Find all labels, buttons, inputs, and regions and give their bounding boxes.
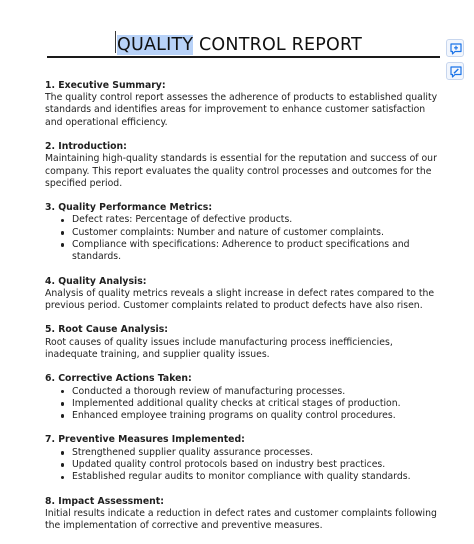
title-text[interactable]: CONTROL REPORT bbox=[193, 35, 362, 55]
list-item: Customer complaints: Number and nature of customer complaints. bbox=[45, 227, 440, 239]
list-item: Updated quality control protocols based on industry best practices. bbox=[45, 459, 440, 471]
section-paragraph: Root causes of quality issues include manufacturing process inefficiencies, inadequate training, and supplier quality issues. bbox=[45, 336, 393, 360]
section-corrective-actions bbox=[45, 373, 440, 422]
section-introduction bbox=[45, 141, 440, 190]
section-heading: 8. Impact Assessment: bbox=[45, 495, 164, 507]
section-paragraph: Maintaining high-quality standards is essential for the reputation and success of our company. This report evaluates the quality control processes and outcomes for the specified period. bbox=[45, 153, 437, 189]
section-heading: 3. Quality Performance Metrics: bbox=[45, 202, 213, 214]
section-impact-assessment bbox=[45, 496, 440, 533]
suggest-edit-icon bbox=[449, 65, 463, 79]
list-item: Strengthened supplier quality assurance processes. bbox=[45, 447, 440, 459]
section-preventive-measures bbox=[45, 434, 440, 483]
title-selected-text[interactable]: QUALITY bbox=[117, 35, 194, 55]
section-heading: 5. Root Cause Analysis: bbox=[45, 324, 168, 336]
list-item: Conducted a thorough review of manufacturing processes. bbox=[45, 386, 440, 398]
section-heading: 2. Introduction: bbox=[45, 141, 127, 153]
section-heading: 7. Preventive Measures Implemented: bbox=[45, 434, 245, 446]
section-heading: 1. Executive Summary: bbox=[45, 80, 166, 91]
add-comment-button[interactable] bbox=[446, 39, 464, 57]
list-item: Defect rates: Percentage of defective products. bbox=[45, 214, 440, 226]
section-heading: 4. Quality Analysis: bbox=[45, 275, 147, 287]
section-root-cause bbox=[45, 324, 440, 361]
title-underline-divider bbox=[47, 56, 440, 58]
section-quality-metrics bbox=[45, 202, 440, 263]
add-comment-icon bbox=[449, 42, 463, 56]
side-action-toolbar bbox=[446, 39, 466, 85]
section-executive-summary bbox=[45, 80, 440, 129]
list-item: Compliance with specifications: Adherence to product specifications and standards. bbox=[45, 239, 440, 263]
section-heading: 6. Corrective Actions Taken: bbox=[45, 373, 192, 385]
list-item: Enhanced employee training programs on quality control procedures. bbox=[45, 410, 440, 422]
list-item: Implemented additional quality checks at critical stages of production. bbox=[45, 398, 440, 410]
bullet-list bbox=[45, 447, 440, 484]
section-paragraph: Initial results indicate a reduction in defect rates and customer complaints following the implementation of corrective and preventive measures. bbox=[45, 507, 437, 531]
bullet-list bbox=[45, 386, 440, 423]
suggest-edit-button[interactable] bbox=[446, 62, 464, 80]
page-title[interactable] bbox=[115, 31, 362, 55]
list-item: Established regular audits to monitor compliance with quality standards. bbox=[45, 471, 440, 483]
text-cursor bbox=[115, 31, 116, 53]
section-paragraph: The quality control report assesses the adherence of products to established quality standards and identifies areas for improvement to enhance customer satisfaction and operational efficiency. bbox=[45, 92, 438, 128]
section-paragraph: Analysis of quality metrics reveals a slight increase in defect rates compared to the previous period. Customer complaints related to product defects have also risen. bbox=[45, 287, 435, 311]
document-body[interactable] bbox=[45, 80, 440, 544]
bullet-list bbox=[45, 214, 440, 263]
section-quality-analysis bbox=[45, 276, 440, 313]
